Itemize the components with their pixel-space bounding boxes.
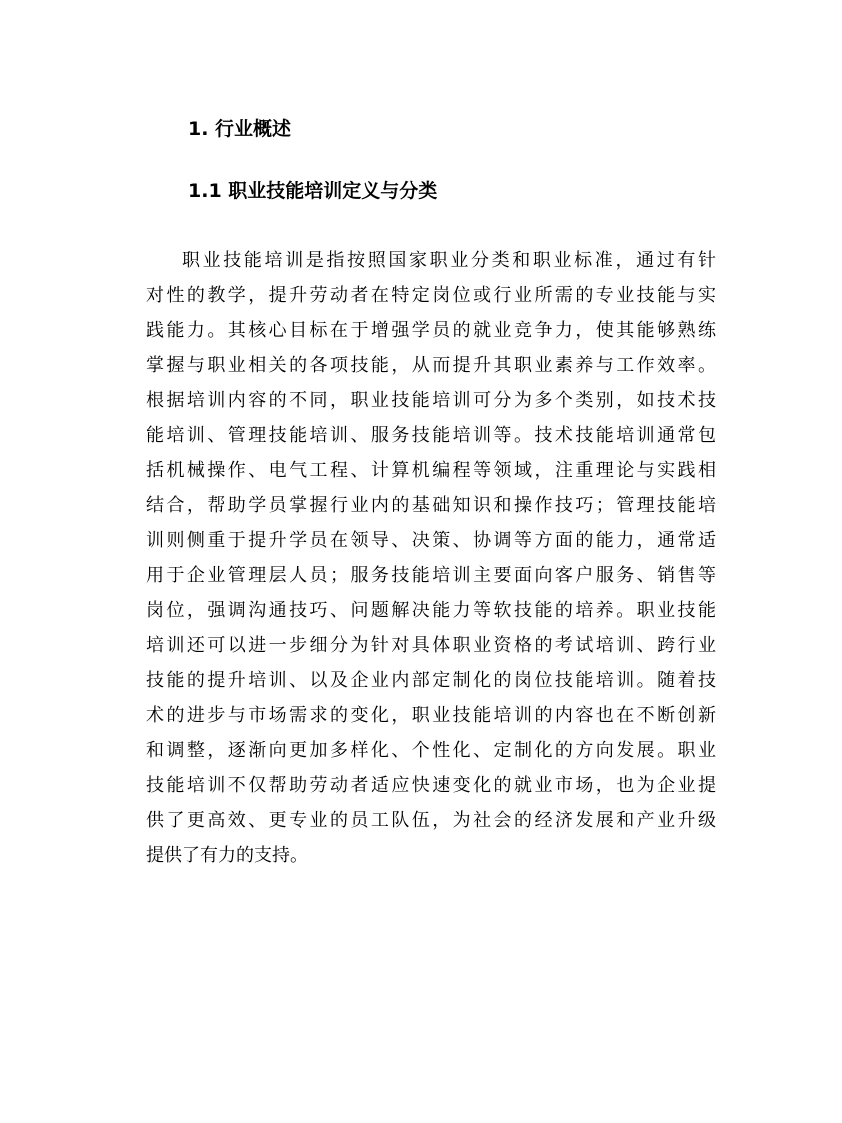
paragraph-line: 训则侧重于提升学员在领导、决策、协调等方面的能力，通常适 — [146, 530, 716, 551]
paragraph-line: 践能力。其核心目标在于增强学员的就业竞争力，使其能够熟练 — [146, 320, 716, 341]
paragraph-line: 供了更高效、更专业的员工队伍，为社会的经济发展和产业升级 — [146, 810, 716, 831]
section-heading: 1. 行业概述 — [188, 118, 292, 140]
paragraph-line: 结合，帮助学员掌握行业内的基础知识和操作技巧；管理技能培 — [146, 495, 716, 516]
paragraph-line: 对性的教学，提升劳动者在特定岗位或行业所需的专业技能与实 — [146, 285, 716, 306]
paragraph-line: 培训还可以进一步细分为针对具体职业资格的考试培训、跨行业 — [146, 635, 716, 656]
paragraph-line: 术的进步与市场需求的变化，职业技能培训的内容也在不断创新 — [146, 705, 716, 726]
paragraph-line: 职业技能培训是指按照国家职业分类和职业标准，通过有针 — [182, 250, 716, 271]
body-paragraph — [146, 243, 716, 873]
subsection-heading: 1.1 职业技能培训定义与分类 — [188, 180, 438, 202]
paragraph-line: 提供了有力的支持。 — [146, 845, 308, 866]
paragraph-line: 根据培训内容的不同，职业技能培训可分为多个类别，如技术技 — [146, 390, 716, 411]
paragraph-line: 技能培训不仅帮助劳动者适应快速变化的就业市场，也为企业提 — [146, 775, 716, 796]
paragraph-line: 掌握与职业相关的各项技能，从而提升其职业素养与工作效率。 — [146, 355, 716, 376]
paragraph-line: 能培训、管理技能培训、服务技能培训等。技术技能培训通常包 — [146, 425, 716, 446]
paragraph-line: 用于企业管理层人员；服务技能培训主要面向客户服务、销售等 — [146, 565, 716, 586]
paragraph-line: 岗位，强调沟通技巧、问题解决能力等软技能的培养。职业技能 — [146, 600, 716, 621]
paragraph-line: 技能的提升培训、以及企业内部定制化的岗位技能培训。随着技 — [146, 670, 716, 691]
paragraph-line: 括机械操作、电气工程、计算机编程等领域，注重理论与实践相 — [146, 460, 716, 481]
paragraph-line: 和调整，逐渐向更加多样化、个性化、定制化的方向发展。职业 — [146, 740, 716, 761]
